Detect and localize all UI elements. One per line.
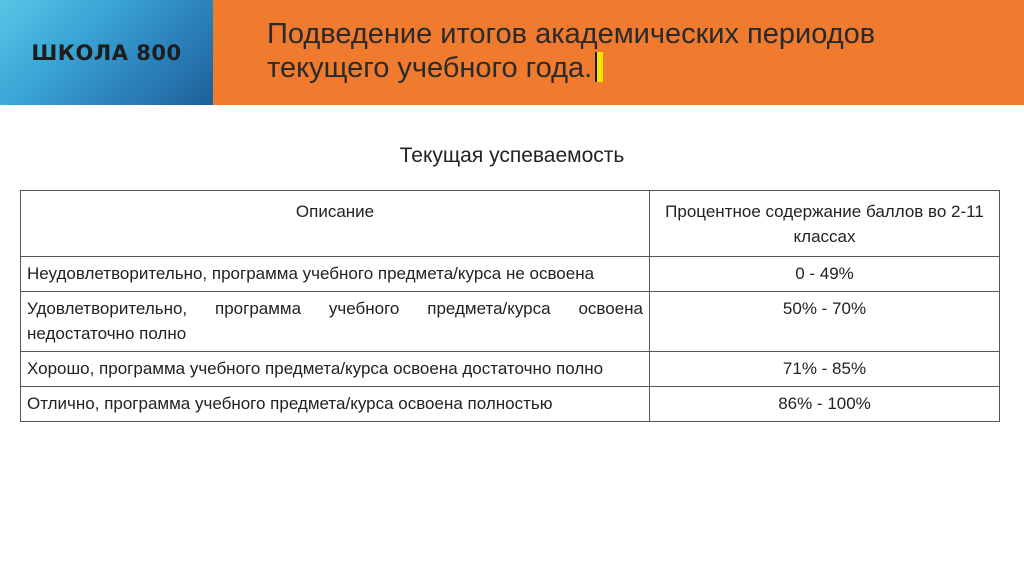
- table-row: [21, 352, 1000, 387]
- title-banner: [213, 0, 1024, 105]
- table-row: [21, 257, 1000, 292]
- row-description: Удовлетворительно, программа учебного предмета/курса освоена недостаточно полно: [21, 292, 650, 352]
- grade-table: [20, 190, 1000, 422]
- school-logo: [0, 0, 213, 105]
- row-percent: 86% - 100%: [650, 387, 1000, 422]
- row-percent: 50% - 70%: [650, 292, 1000, 352]
- logo-text: ШКОЛА 800: [31, 40, 182, 65]
- row-description: Неудовлетворительно, программа учебного предмета/курса не освоена: [21, 257, 650, 292]
- column-header-description: Описание: [21, 191, 650, 257]
- table-caption: Текущая успеваемость: [399, 144, 625, 167]
- row-description: Отлично, программа учебного предмета/курса освоена полностью: [21, 387, 650, 422]
- row-percent: 71% - 85%: [650, 352, 1000, 387]
- row-description: Хорошо, программа учебного предмета/курса освоена достаточно полно: [21, 352, 650, 387]
- text-cursor-icon: [595, 52, 603, 82]
- slide-title: [267, 17, 967, 85]
- row-percent: 0 - 49%: [650, 257, 1000, 292]
- table-row: [21, 387, 1000, 422]
- table-row: [21, 292, 1000, 352]
- column-header-percent: Процентное содержание баллов во 2-11 классах: [650, 191, 1000, 257]
- table-header-row: [21, 191, 1000, 257]
- slide-title-text: Подведение итогов академических периодов текущего учебного года.: [267, 18, 876, 84]
- header: [0, 0, 1024, 105]
